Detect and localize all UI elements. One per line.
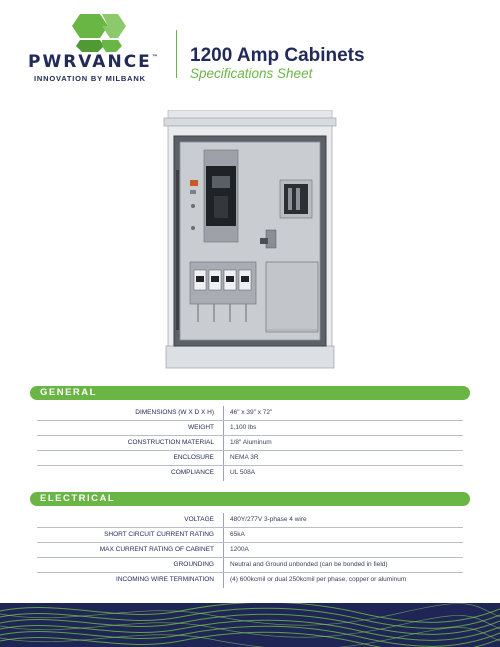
column-divider: [223, 466, 224, 481]
header-divider: [176, 30, 177, 78]
column-divider: [223, 528, 224, 542]
column-divider: [223, 543, 224, 557]
spec-label: MAX CURRENT RATING OF CABINET: [99, 546, 214, 553]
column-divider: [223, 558, 224, 572]
spec-label: VOLTAGE: [184, 516, 214, 523]
brand-name: PWRVANCE™: [28, 52, 158, 72]
table-row: [37, 573, 463, 588]
general-section-header: [30, 386, 470, 400]
page-title: 1200 Amp Cabinets: [190, 45, 365, 66]
general-spec-table: [37, 406, 463, 481]
table-row: [37, 406, 463, 421]
brand-logo: [26, 12, 166, 82]
wave-lines-icon: [0, 603, 500, 647]
spec-value: NEMA 3R: [230, 454, 259, 461]
spec-value: UL 508A: [230, 469, 256, 476]
spec-label: COMPLIANCE: [171, 469, 214, 476]
general-heading: GENERAL: [40, 387, 97, 398]
electrical-heading: ELECTRICAL: [40, 493, 116, 504]
spec-value: 1200A: [230, 546, 249, 553]
brand-tagline: INNOVATION BY MILBANK: [34, 74, 146, 83]
spec-value: 65kA: [230, 531, 245, 538]
spec-value: 46" x 39" x 72": [230, 409, 273, 416]
column-divider: [223, 406, 224, 420]
column-divider: [223, 421, 224, 435]
table-row: [37, 421, 463, 436]
table-row: [37, 528, 463, 543]
table-row: [37, 543, 463, 558]
electrical-spec-table: [37, 513, 463, 588]
table-row: [37, 466, 463, 481]
electrical-section-header: [30, 492, 470, 506]
spec-value: 480Y/277V 3-phase 4 wire: [230, 516, 307, 523]
spec-label: INCOMING WIRE TERMINATION: [116, 576, 214, 583]
column-divider: [223, 513, 224, 527]
spec-label: CONSTRUCTION MATERIAL: [127, 439, 214, 446]
table-row: [37, 436, 463, 451]
footer-wave-pattern: [0, 603, 500, 647]
spec-value: 1,100 lbs: [230, 424, 257, 431]
column-divider: [223, 436, 224, 450]
hexagon-logo-icon: [66, 12, 128, 52]
spec-label: WEIGHT: [188, 424, 214, 431]
page-subtitle: Specifications Sheet: [190, 66, 313, 81]
column-divider: [223, 573, 224, 588]
spec-value: (4) 600kcmil or dual 250kcmil per phase, copper or aluminum: [230, 576, 407, 583]
spec-value: 1/8" Aluminum: [230, 439, 272, 446]
spec-label: DIMENSIONS (W X D X H): [135, 409, 214, 416]
spec-label: GROUNDING: [173, 561, 214, 568]
spec-label: ENCLOSURE: [173, 454, 214, 461]
cabinet-product-image: [160, 110, 340, 370]
column-divider: [223, 451, 224, 465]
spec-label: SHORT CIRCUIT CURRENT RATING: [104, 531, 214, 538]
table-row: [37, 513, 463, 528]
table-row: [37, 451, 463, 466]
table-row: [37, 558, 463, 573]
spec-value: Neutral and Ground unbonded (can be bonded in field): [230, 561, 388, 568]
